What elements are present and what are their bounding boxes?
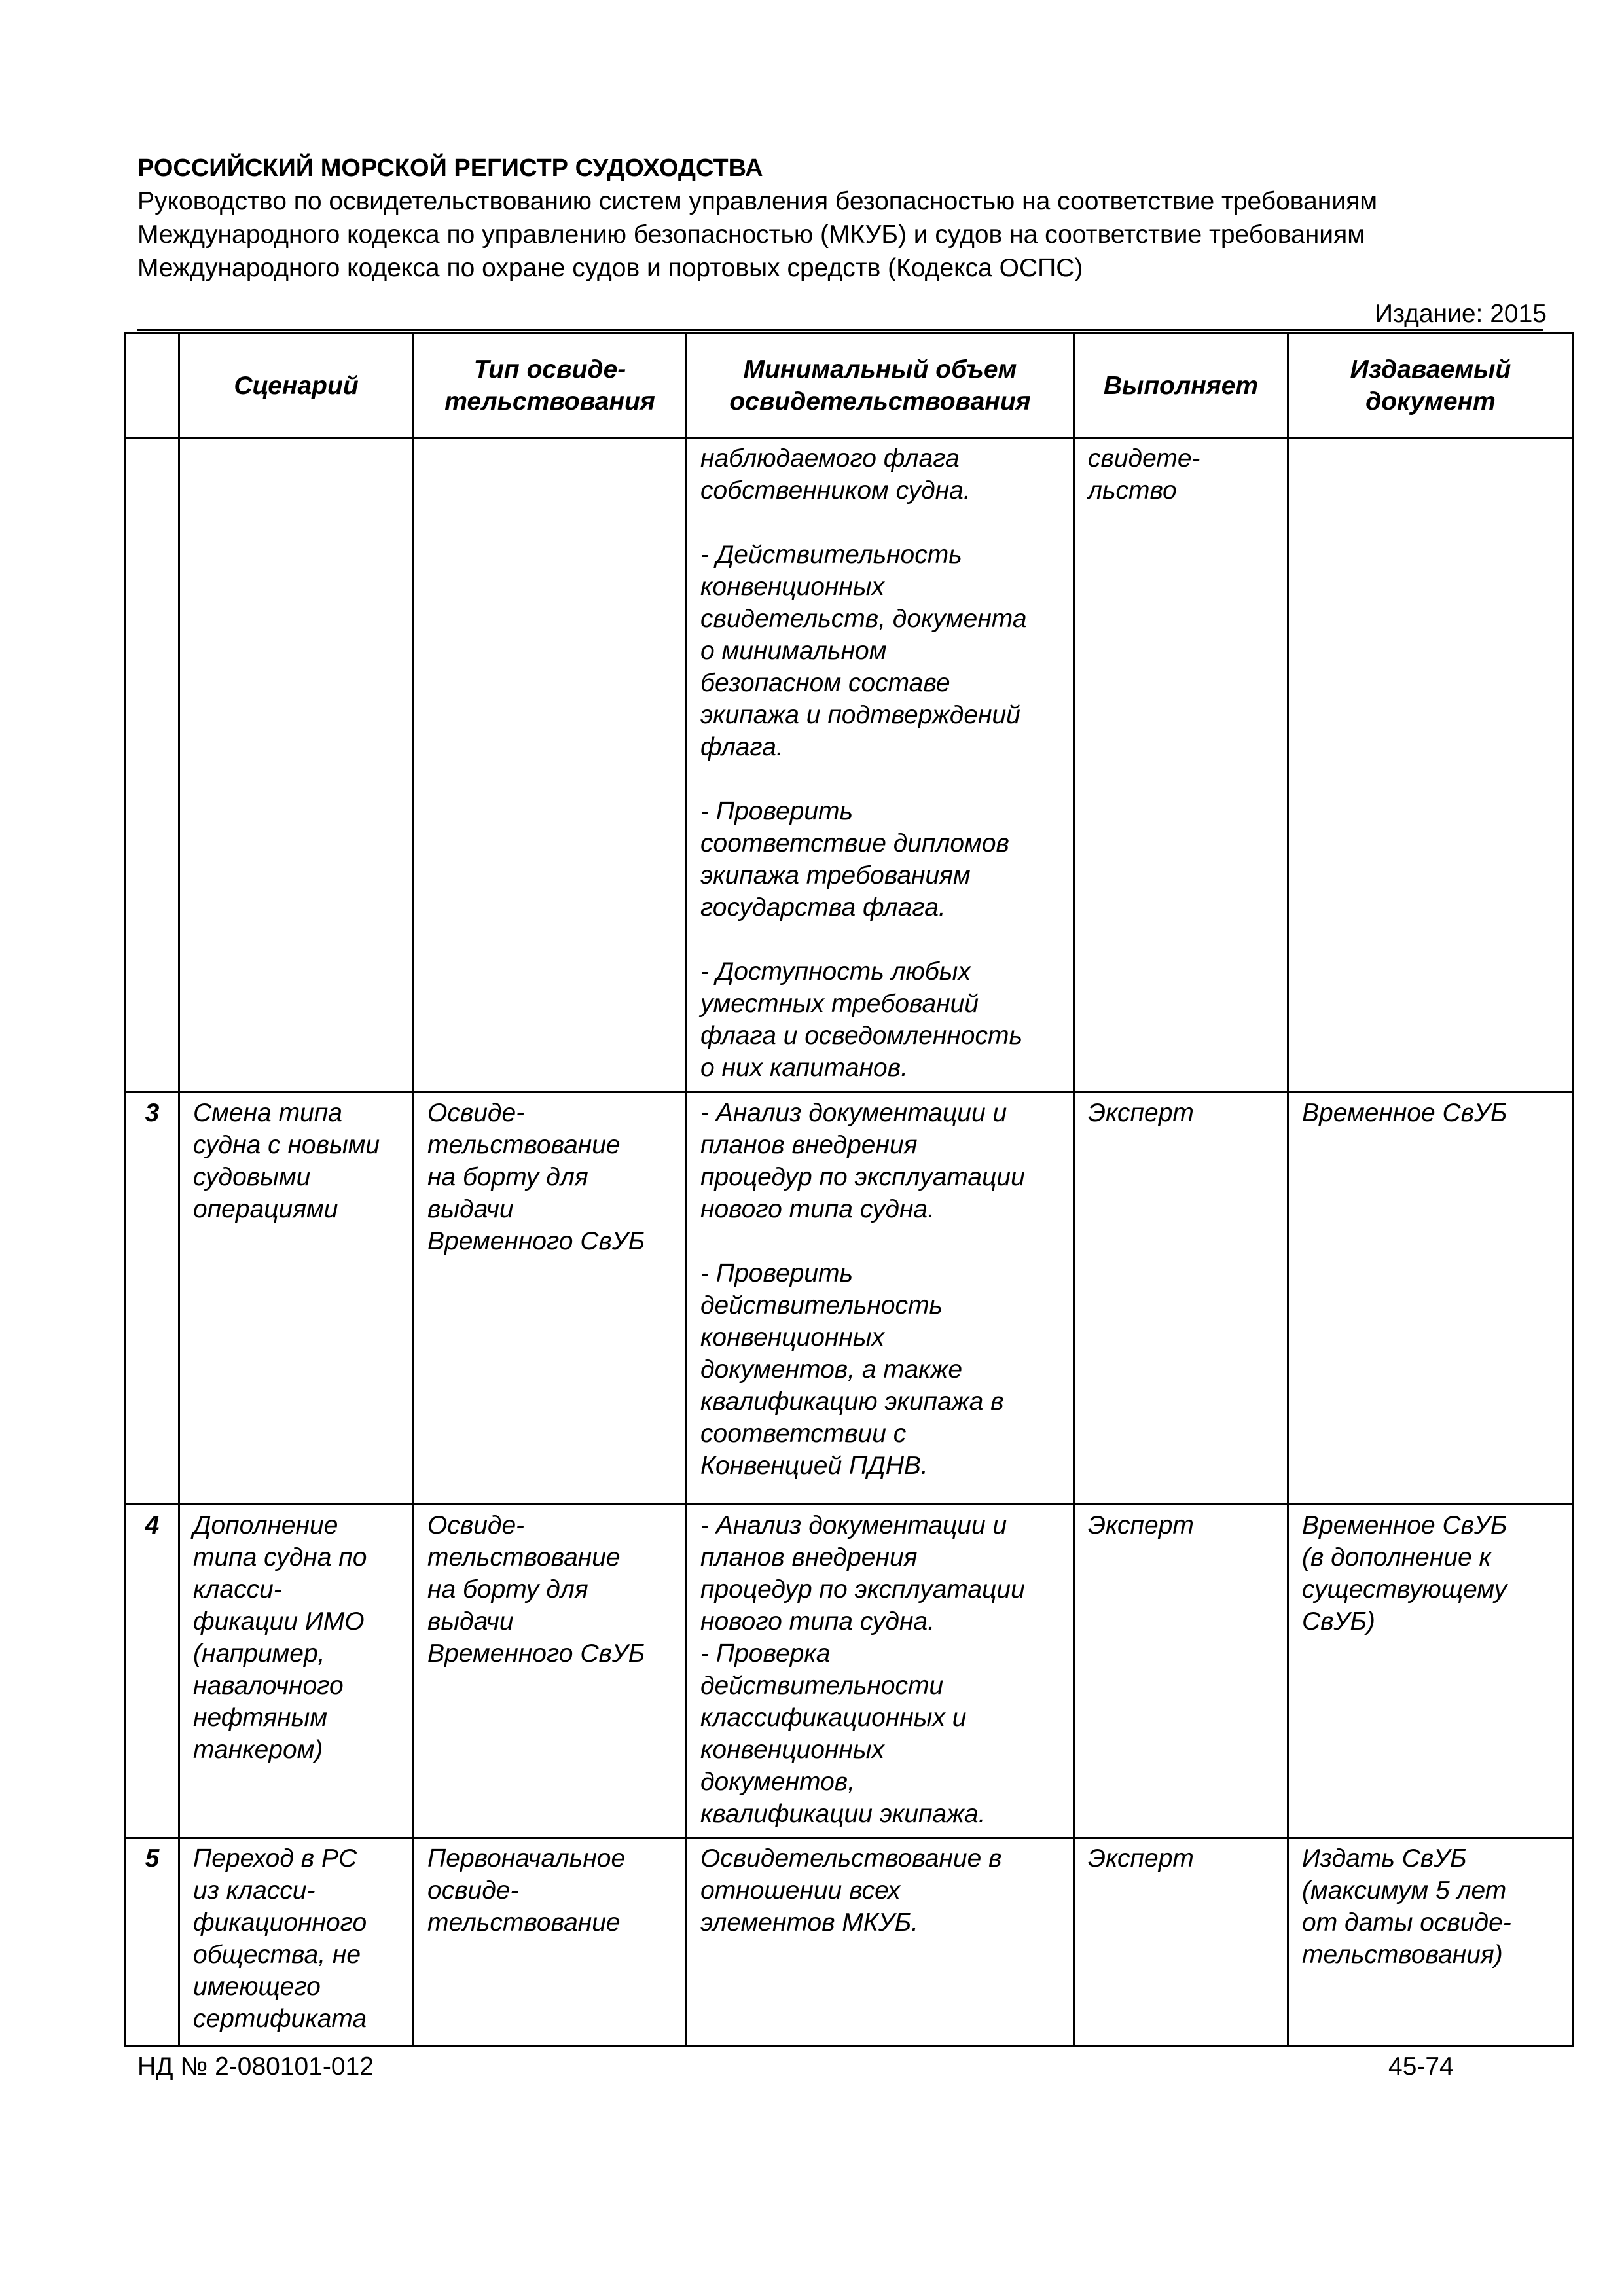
guide-title-line-3: Международного кодекса по охране судов и портовых средств (Кодекса ОСПС) — [137, 254, 1083, 282]
scope-cell — [687, 1092, 1074, 1505]
scenario-cell: Смена типа судна с новыми судовыми операциями — [179, 1092, 414, 1505]
document-number: НД № 2-080101-012 — [137, 2053, 374, 2081]
performer-cell: Эксперт — [1074, 1838, 1288, 2046]
header-divider — [137, 329, 1543, 331]
performer-cell: Эксперт — [1074, 1092, 1288, 1505]
survey-type-cell: Освиде- тельствование на борту для выдачи Временного СвУБ — [414, 1505, 687, 1838]
page-number: 45-74 — [1388, 2053, 1454, 2081]
performer-cell: Эксперт — [1074, 1505, 1288, 1838]
scope-paragraph: - Анализ документации и планов внедрения процедур по эксплуатации нового типа судна. — [700, 1511, 1025, 1636]
row-number: 3 — [126, 1092, 179, 1505]
survey-type-cell: Первоначальное освиде- тельствование — [414, 1838, 687, 2046]
column-header-performer: Выполняет — [1074, 334, 1288, 438]
survey-type-cell — [414, 438, 687, 1092]
column-header-scope: Минимальный объем освидетельствования — [687, 334, 1074, 438]
table-row — [126, 438, 1574, 1092]
row-number: 5 — [126, 1838, 179, 2046]
performer-cell: свидете- льство — [1074, 438, 1288, 1092]
table-row — [126, 1505, 1574, 1838]
table-header-row — [126, 334, 1574, 438]
scope-paragraph: - Проверить действительность конвенционных документов, а также квалификацию экипажа в соответствии с Конвенцией ПДНВ. — [700, 1259, 1004, 1480]
scenario-cell: Дополнение типа судна по класси- фикации ИМО (например, навалочного нефтяным танкером) — [179, 1505, 414, 1838]
scope-paragraph: - Действительность конвенционных свидетельств, документа о минимальном безопасном составе экипажа и подтверждений флага. — [700, 541, 1027, 761]
scope-paragraph: наблюдаемого флага собственником судна. — [700, 444, 971, 505]
scope-paragraph: - Анализ документации и планов внедрения процедур по эксплуатации нового типа судна. — [700, 1099, 1025, 1223]
document-cell: Временное СвУБ — [1288, 1092, 1574, 1505]
scope-paragraph: - Проверить соответствие дипломов экипажа требованиям государства флага. — [700, 797, 1009, 922]
survey-scenarios-table — [124, 332, 1574, 2047]
column-header-scenario: Сценарий — [179, 334, 414, 438]
scope-cell — [687, 1505, 1074, 1838]
document-cell — [1288, 438, 1574, 1092]
column-header-survey-type: Тип освиде- тельствования — [414, 334, 687, 438]
document-cell: Издать СвУБ (максимум 5 лет от даты освиде- тельствования) — [1288, 1838, 1574, 2046]
scope-paragraph: Освидетельствование в отношении всех элементов МКУБ. — [700, 1844, 1002, 1937]
row-number — [126, 438, 179, 1092]
table-row — [126, 1092, 1574, 1505]
row-number: 4 — [126, 1505, 179, 1838]
scope-paragraph: - Проверка действительности классификационных и конвенционных документов, квалификации экипажа. — [700, 1640, 986, 1828]
table-row — [126, 1838, 1574, 2046]
guide-title-line-2: Международного кодекса по управлению безопасностью (МКУБ) и судов на соответствие требованиям — [137, 221, 1365, 249]
scenario-cell — [179, 438, 414, 1092]
document-header — [137, 152, 1545, 285]
document-cell: Временное СвУБ (в дополнение к существующему СвУБ) — [1288, 1505, 1574, 1838]
scope-paragraph: - Доступность любых уместных требований флага и осведомленность о них капитанов. — [700, 958, 1022, 1082]
survey-type-cell: Освиде- тельствование на борту для выдачи Временного СвУБ — [414, 1092, 687, 1505]
footer-divider — [134, 2045, 1506, 2047]
column-header-document: Издаваемый документ — [1288, 334, 1574, 438]
guide-title-line-1: Руководство по освидетельствованию систем управления безопасностью на соответствие требованиям — [137, 187, 1378, 215]
scope-cell — [687, 1838, 1074, 2046]
edition-label: Издание: 2015 — [1375, 300, 1547, 328]
organization-title: РОССИЙСКИЙ МОРСКОЙ РЕГИСТР СУДОХОДСТВА — [137, 154, 763, 182]
scope-cell — [687, 438, 1074, 1092]
column-header-number — [126, 334, 179, 438]
scenario-cell: Переход в РС из класси- фикационного общества, не имеющего сертификата — [179, 1838, 414, 2046]
